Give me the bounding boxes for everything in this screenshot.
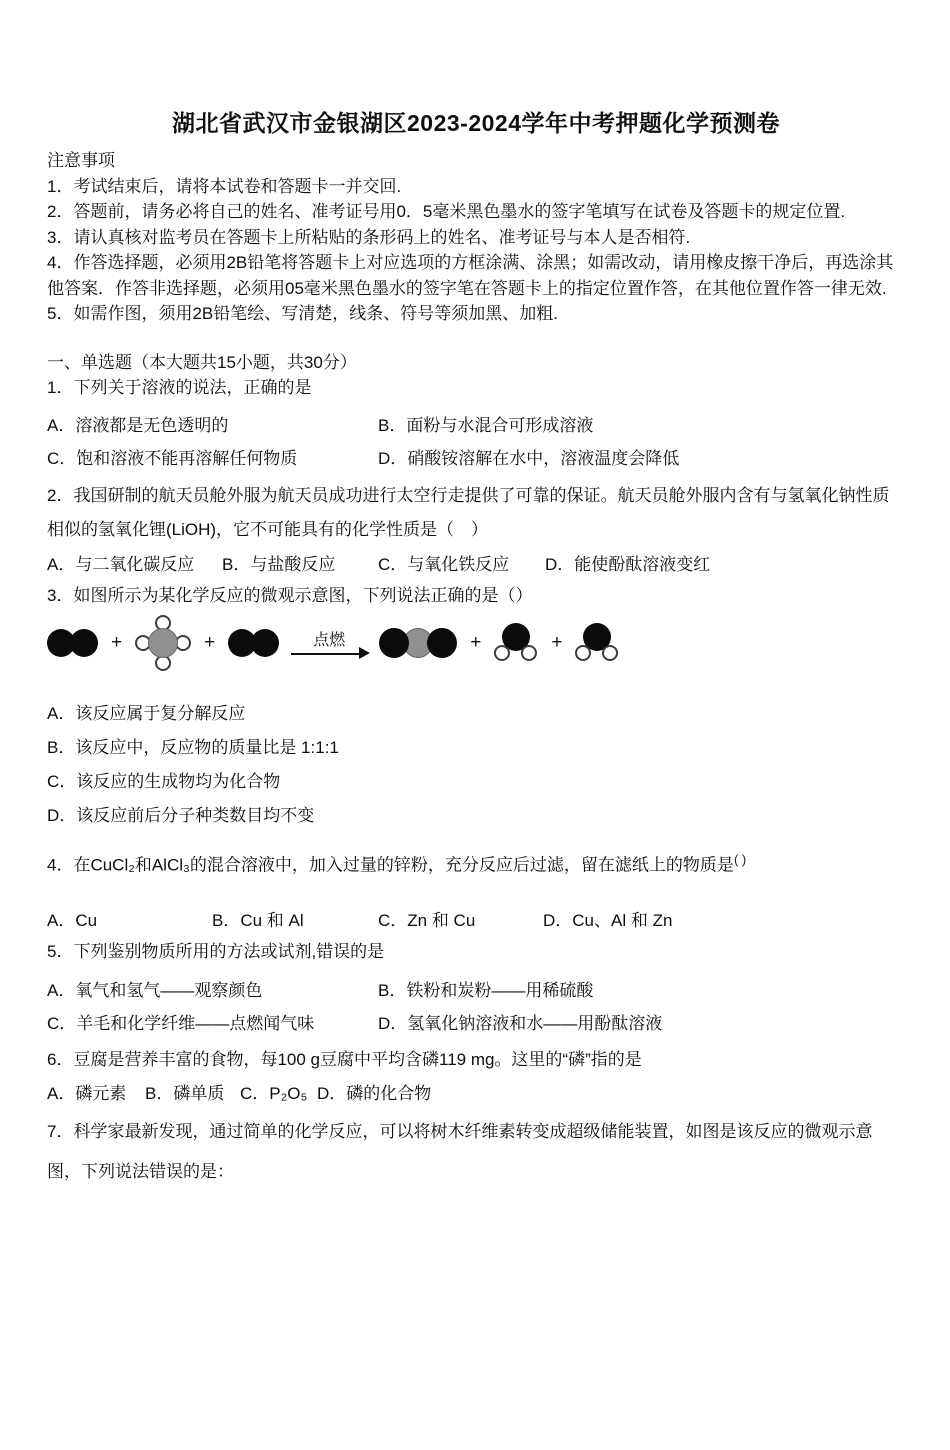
question-5-stem: 5．下列鉴别物质所用的方法或试剂,错误的是 bbox=[47, 942, 385, 962]
notice-item: 1．考试结束后，请将本试卷和答题卡一并交回. bbox=[47, 176, 402, 196]
question-1-stem: 1．下列关于溶液的说法，正确的是 bbox=[47, 378, 312, 397]
plus-sign: + bbox=[470, 632, 482, 653]
arrow-shaft bbox=[291, 653, 367, 655]
question-2-option-a: A．与二氧化碳反应 bbox=[47, 554, 195, 574]
notice-item: 5．如需作图，须用2B铅笔绘、写清楚，线条、符号等须加黑、加粗. bbox=[47, 304, 558, 323]
plus-sign: + bbox=[551, 632, 563, 653]
reaction-micro-diagram bbox=[47, 611, 905, 675]
question-1-options-row bbox=[47, 444, 905, 469]
question-5-option-d: D．氢氧化钠溶液和水——用酚酞溶液 bbox=[378, 1013, 663, 1033]
question-1-options-row bbox=[47, 411, 905, 436]
question-4-option-a: A．Cu bbox=[47, 911, 98, 931]
question-6-options-row bbox=[47, 1079, 905, 1104]
ignition-label: 点燃 bbox=[313, 631, 346, 649]
question-4-option-d: D．Cu、Al 和 Zn bbox=[543, 911, 673, 931]
oxygen-molecule-icon bbox=[228, 629, 279, 657]
question-6-option-a: A．磷元素 bbox=[47, 1084, 127, 1104]
question-4-options-row bbox=[47, 906, 905, 931]
question-5-option-a: A．氧气和氢气——观察颜色 bbox=[47, 980, 263, 1000]
oxygen-atom bbox=[427, 628, 457, 658]
reaction-arrow-icon bbox=[291, 632, 367, 655]
question-2-options-row bbox=[47, 550, 905, 575]
plus-sign: + bbox=[204, 632, 216, 653]
arrow-head bbox=[359, 647, 370, 659]
oxygen-atom bbox=[251, 629, 279, 657]
question-4-stem bbox=[47, 847, 905, 878]
question-6-option-b: B．磷单质 bbox=[145, 1084, 225, 1104]
hydrogen-atom bbox=[494, 645, 510, 661]
plus-sign: + bbox=[111, 632, 123, 653]
question-3-option-b: B．该反应中，反应物的质量比是 1:1:1 bbox=[47, 738, 339, 757]
question-3-stem: 3．如图所示为某化学反应的微观示意图，下列说法正确的是（） bbox=[47, 585, 533, 605]
water-molecule-icon bbox=[575, 623, 619, 663]
hydrogen-atom bbox=[575, 645, 591, 661]
question-5-option-c: C．羊毛和化学纤维——点燃闻气味 bbox=[47, 1013, 315, 1033]
question-2-stem: 2．我国研制的航天员舱外服为航天员成功进行太空行走提供了可靠的保证。航天员舱外服内含有与氢氧化钠性质相似的氢氧化锂(LiOH)，它不可能具有的化学性质是（ ） bbox=[47, 485, 890, 539]
question-1-option-c: C．饱和溶液不能再溶解任何物质 bbox=[47, 448, 298, 468]
notice-item: 3．请认真核对监考员在答题卡上所粘贴的条形码上的姓名、准考证号与本人是否相符. bbox=[47, 227, 691, 247]
notice-item: 4．作答选择题，必须用2B铅笔将答题卡上对应选项的方框涂满、涂黑；如需改动，请用橡皮擦干净后，再选涂其他答案．作答非选择题，必须用05毫米黑色墨水的签字笔在答题卡上的指定位置作答，在其他位置作答一律无效. bbox=[47, 253, 894, 298]
question-1-option-b: B．面粉与水混合可形成溶液 bbox=[378, 415, 594, 435]
notice-item: 2．答题前，请务必将自己的姓名、准考证号用0．5毫米黑色墨水的签字笔填写在试卷及答题卡的规定位置. bbox=[47, 202, 846, 221]
question-6-option-c: C．P₂O₅ bbox=[240, 1084, 308, 1104]
question-3-options bbox=[47, 703, 905, 826]
hydrogen-atom bbox=[521, 645, 537, 661]
question-3-option-c: C．该反应的生成物均为化合物 bbox=[47, 772, 281, 791]
water-molecule-icon bbox=[494, 623, 538, 663]
carbon-dioxide-molecule-icon bbox=[379, 628, 457, 658]
question-1-option-a: A．溶液都是无色透明的 bbox=[47, 415, 229, 435]
question-5-options bbox=[47, 976, 905, 1034]
question-1-option-d: D．硝酸铵溶解在水中，溶液温度会降低 bbox=[378, 448, 680, 468]
question-4-option-b: B．Cu 和 Al bbox=[212, 911, 304, 931]
oxygen-molecule-icon bbox=[47, 629, 98, 657]
oxygen-atom bbox=[70, 629, 98, 657]
answer-parentheses: ( ) bbox=[733, 852, 747, 867]
question-6-stem: 6．豆腐是营养丰富的食物，每100 g豆腐中平均含磷119 mg。这里的“磷”指的是 bbox=[47, 1049, 642, 1069]
question-5-option-b: B．铁粉和炭粉——用稀硫酸 bbox=[378, 980, 594, 1000]
question-2-option-b: B．与盐酸反应 bbox=[222, 554, 336, 574]
oxygen-atom bbox=[379, 628, 409, 658]
question-4-stem-text: 4．在CuCl₂和AlCl₃的混合溶液中，加入过量的锌粉，充分反应后过滤，留在滤纸上的物质是 bbox=[47, 855, 734, 875]
question-7-stem: 7．科学家最新发现，通过简单的化学反应，可以将树木纤维素转变成超级储能装置，如图是该反应的微观示意图，下列说法错误的是： bbox=[47, 1122, 873, 1182]
hydrogen-atom bbox=[602, 645, 618, 661]
question-5-options-row bbox=[47, 976, 905, 1001]
question-2-option-c: C．与氧化铁反应 bbox=[378, 554, 510, 574]
question-3-option-d: D．该反应前后分子种类数目均不变 bbox=[47, 806, 315, 825]
question-3-option-a: A．该反应属于复分解反应 bbox=[47, 704, 246, 723]
exam-title: 湖北省武汉市金银湖区2023-2024学年中考押题化学预测卷 bbox=[172, 110, 780, 136]
section-header: 一、单选题（本大题共15小题，共30分） bbox=[47, 352, 357, 372]
notice-header: 注意事项 bbox=[47, 151, 115, 170]
methane-molecule-icon bbox=[135, 615, 191, 671]
question-6-option-d: D．磷的化合物 bbox=[317, 1084, 432, 1104]
question-4-option-c: C．Zn 和 Cu bbox=[378, 911, 476, 931]
question-2-option-d: D．能使酚酞溶液变红 bbox=[545, 554, 711, 574]
exam-paper bbox=[0, 106, 950, 1192]
carbon-atom bbox=[148, 628, 178, 658]
question-5-options-row bbox=[47, 1009, 905, 1034]
